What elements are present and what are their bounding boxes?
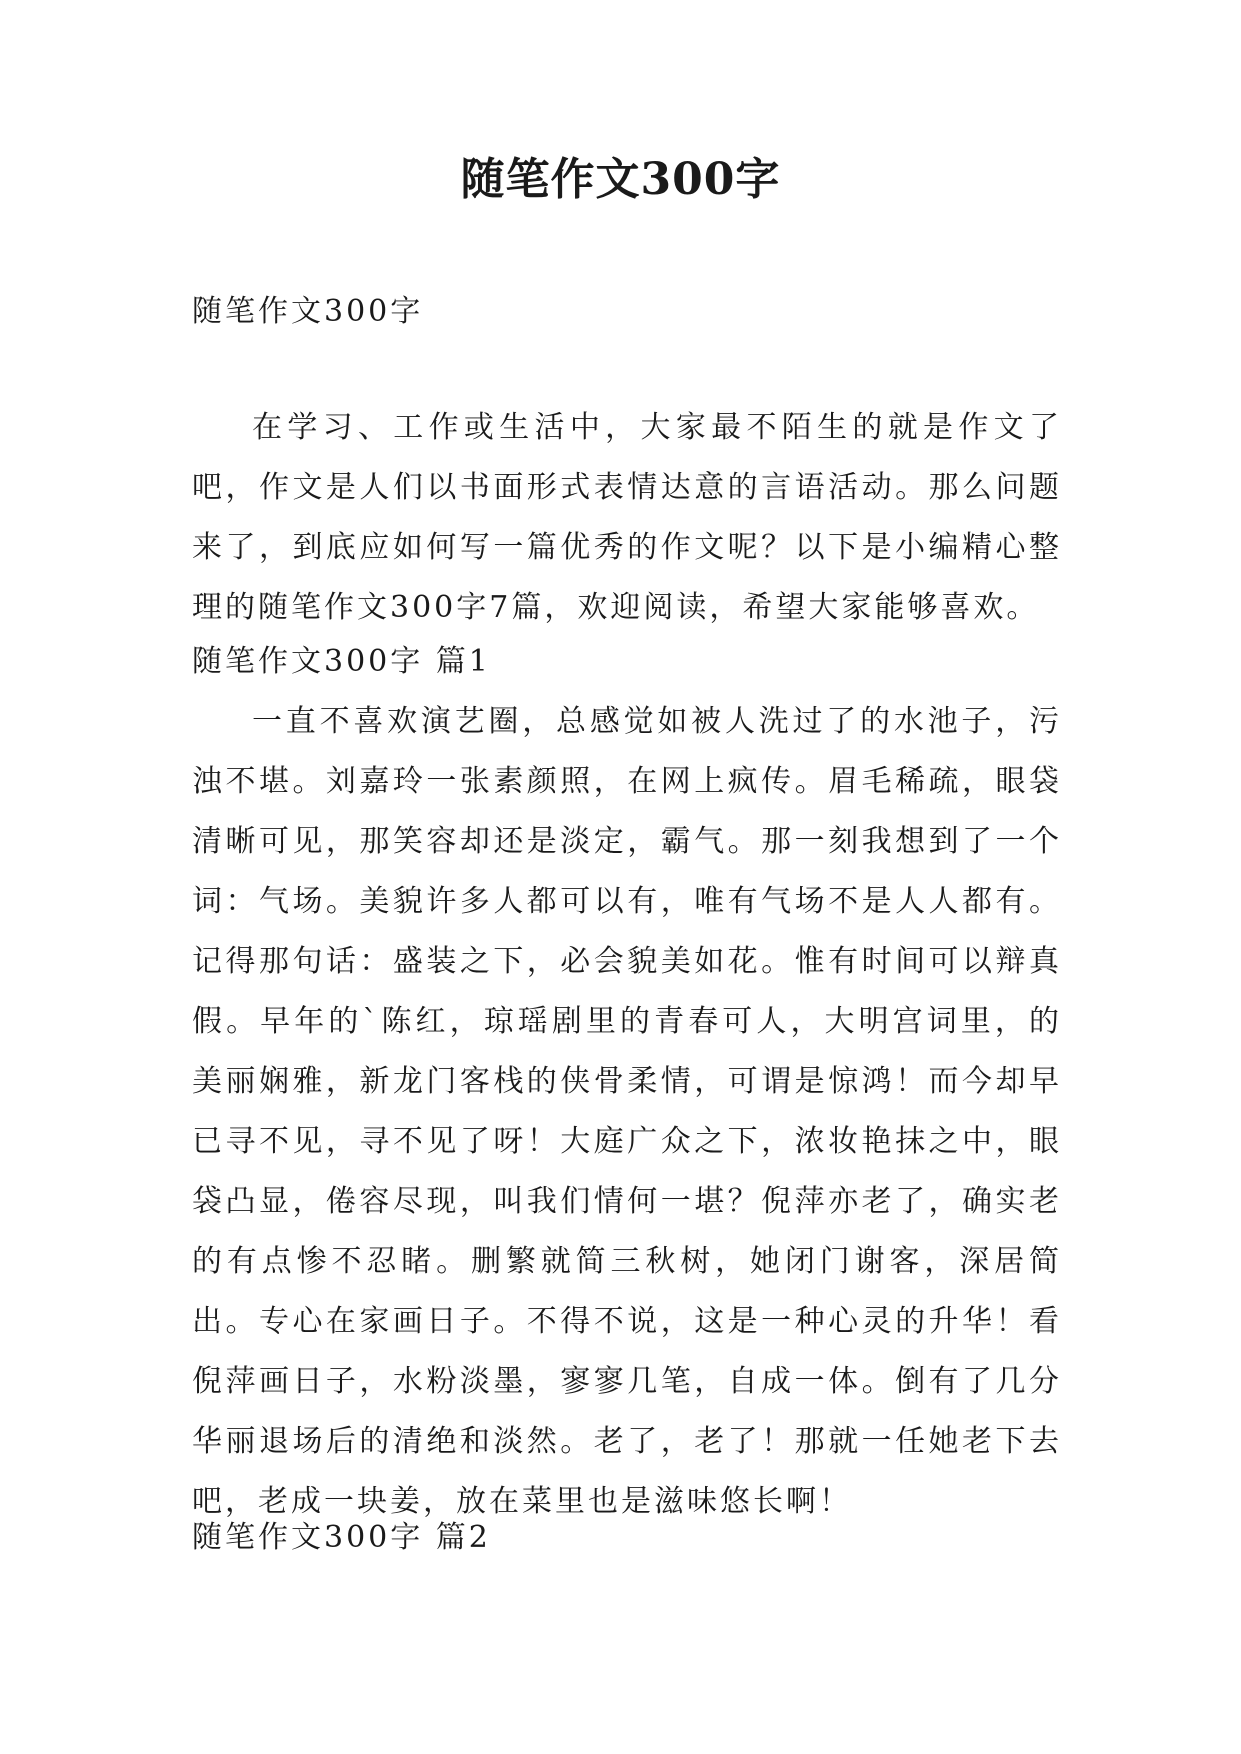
document-title: 随笔作文300字 (460, 154, 781, 205)
section-heading-1: 随笔作文300字 篇1 (192, 644, 491, 679)
section-heading-2: 随笔作文300字 篇2 (192, 1520, 491, 1555)
document-subtitle: 随笔作文300字 (192, 294, 424, 329)
section-body-1: 一直不喜欢演艺圈，总感觉如被人洗过了的水池子，污浊不堪。刘嘉玲一张素颜照，在网上疯传。眉毛稀疏，眼袋清晰可见，那笑容却还是淡定，霸气。那一刻我想到了一个词：气场。美貌许多人都可以有，唯有气场不是人人都有。记得那句话：盛装之下，必会貌美如花。惟有时间可以辩真假。早年的`陈红，琼瑶剧里的青春可人，大明宫词里，的美丽娴雅，新龙门客栈的侠骨柔情，可谓是惊鸿！而今却早已寻不见，寻不见了呀！大庭广众之下，浓妆艳抹之中，眼袋凸显，倦容尽现，叫我们情何一堪？倪萍亦老了，确实老的有点惨不忍睹。删繁就简三秋树，她闭门谢客，深居简出。专心在家画日子。不得不说，这是一种心灵的升华！看倪萍画日子，水粉淡墨，寥寥几笔，自成一体。倒有了几分华丽退场后的清绝和淡然。老了，老了！那就一任她老下去吧，老成一块姜，放在菜里也是滋味悠长啊！ (192, 704, 1062, 1519)
intro-paragraph: 在学习、工作或生活中，大家最不陌生的就是作文了吧，作文是人们以书面形式表情达意的言语活动。那么问题来了，到底应如何写一篇优秀的作文呢？以下是小编精心整理的随笔作文300字7篇，欢迎阅读，希望大家能够喜欢。 (192, 410, 1062, 625)
